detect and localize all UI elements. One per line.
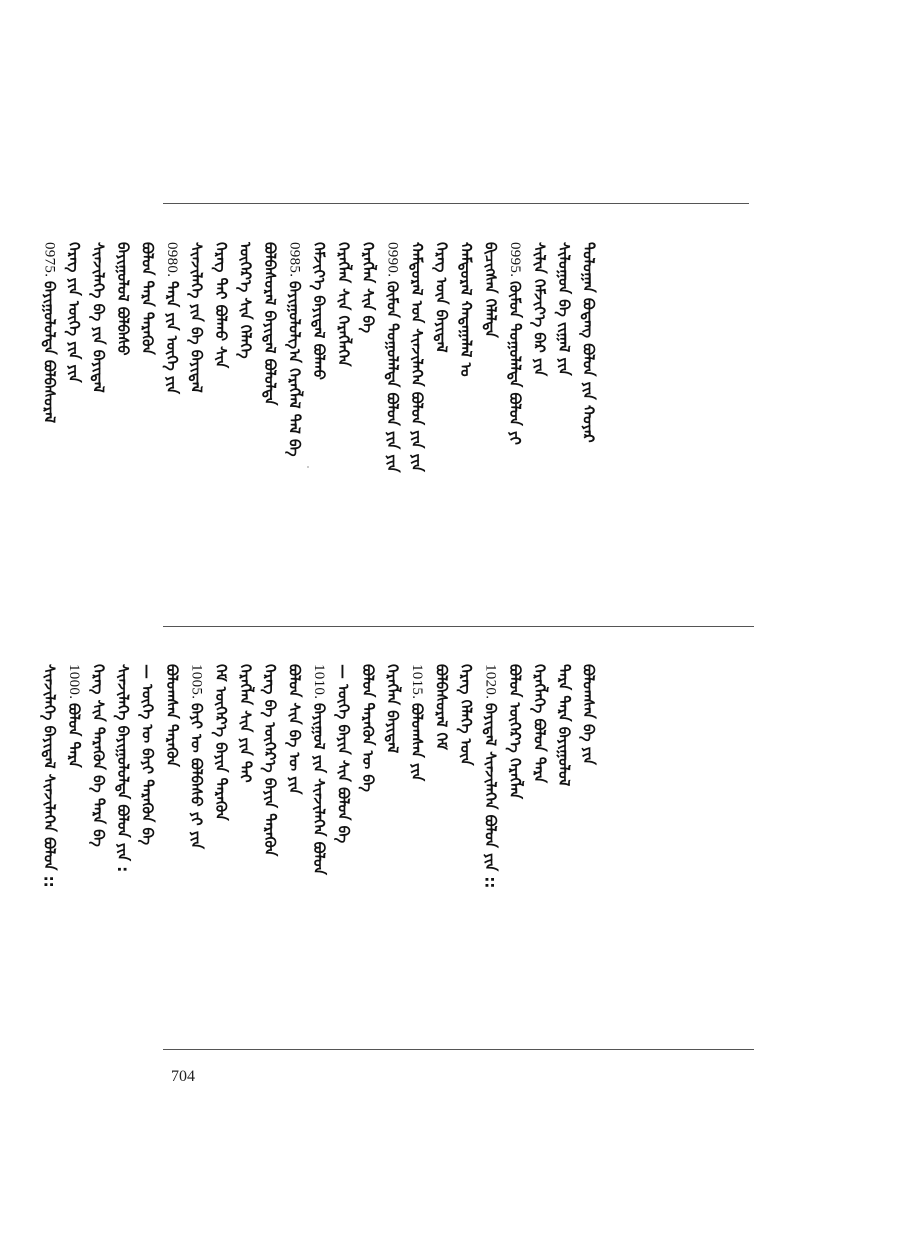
verse-line: [162, 664, 187, 994]
line-text: ᠪᠠᠶᠢᠭᠤᠯᠤᠯᠲᠠ ᠪᠣᠯᠪᠠᠰᠤᠷᠠᠯ: [40, 281, 59, 424]
middle-divider: [163, 626, 754, 627]
line-text: ᠪᠣᠯᠤᠭᠰᠠᠨ ᠪᠠ ᠶᠢᠨ: [579, 664, 598, 765]
verse-line: [187, 242, 212, 602]
verse-block-upper: [40, 242, 603, 602]
verse-line: [285, 664, 310, 994]
line-text: ᠪᠣᠯᠤᠨ ᠦᠭᠡᠷ᠎ᠡ ᠬᠡᠷᠡᠭᠯᠡᠨ: [506, 664, 524, 800]
line-text: ᠬᠡᠷᠡᠭ ᠬᠡᠯᠡᠭᠡ ᠦᠨ: [457, 664, 475, 766]
line-number: 0980.: [164, 242, 180, 278]
line-text: ᠪᠣᠯᠤᠭᠰᠠᠨ ᠶᠢᠨ: [408, 703, 426, 782]
line-text: ᠰᠢᠯᠤᠭᠤᠨ ᠪᠠ ᠵᠢᠭᠠᠯ ᠶᠢᠨ: [555, 242, 573, 376]
line-text: — ᠦᠭᠡ ᠪᠠᠶᠢᠨ ᠰᠢᠨ ᠪᠣᠯᠤᠨ ᠪᠠ: [334, 664, 353, 844]
page-number: 704: [171, 1068, 195, 1085]
verse-line: [64, 664, 89, 994]
line-text: ᠪᠠᠶᠢᠳᠠᠯ ᠰᠢᠨᠵᠢᠯᠡᠭᠡᠨ ᠪᠣᠯᠤᠨ ᠶᠢᠨ ::: [481, 703, 500, 889]
line-text: ᠰᠢᠨᠵᠢᠯᠡᠭᠡ ᠶᠢᠨ ᠪᠠ ᠪᠠᠶᠢᠳᠠᠯ: [187, 242, 206, 393]
verse-line: [481, 664, 506, 994]
line-text: ᠪᠣᠯᠪᠠᠰᠤᠷᠠᠯ ᠬᠡᠮ: [432, 664, 451, 750]
verse-line: [285, 242, 310, 602]
line-text: ᠲᠡᠷᠡ ᠲᠡᠷᠡ ᠪᠠᠶᠢᠭᠤᠯᠤᠯ: [555, 664, 573, 787]
verse-line: [505, 242, 530, 602]
verse-line: [187, 664, 212, 994]
line-text: ᠦᠭᠡᠷ᠎ᠡ ᠰᠢᠨ ᠬᠡᠯᠡᠭᠡ: [236, 242, 255, 359]
line-text: ᠪᠣᠯᠪᠠᠰᠤᠷᠠᠯ ᠪᠠᠶᠢᠳᠠᠯ ᠪᠣᠯᠤᠯᠲᠠ: [261, 242, 279, 406]
line-text: ᠲᠡᠷᠡ ᠶᠢᠨ ᠦᠭᠡ ᠶᠢᠨ: [163, 281, 181, 395]
line-text: ᠪᠣᠯᠤᠭᠰᠠᠨ ᠲᠡᠷᠡᠭᠦᠨ: [163, 664, 181, 767]
verse-line: [358, 242, 383, 602]
line-number: 0990.: [384, 242, 401, 278]
bottom-divider: [163, 1049, 754, 1050]
line-text: ᠬᠠᠮᠲᠤᠷᠠᠯ ᠤᠨ ᠰᠢᠨᠵᠢᠯᠡᠭᠡᠨ ᠪᠣᠯᠤᠨ ᠶᠢᠨ ᠶᠢᠨ: [408, 242, 426, 472]
line-text: ᠪᠣᠯᠤᠨ ᠲᠡᠷᠡ ᠲᠡᠷᠡᠭᠦᠨ: [138, 242, 157, 355]
line-number: 0995.: [507, 242, 523, 278]
verse-line: [236, 664, 261, 994]
verse-line: [162, 242, 187, 602]
line-text: ᠬᠡᠷᠡᠭ ᠰᠢᠨ ᠲᠡᠷᠡᠭᠦᠨ ᠪᠠ ᠲᠡᠷᠡ ᠪᠠ: [89, 664, 108, 847]
verse-line: [40, 664, 65, 994]
verse-line: [530, 664, 555, 994]
line-text: ᠬᠡᠷᠡᠭᠯᠡᠨ ᠰᠢᠨ ᠶᠢᠨ ᠲᠠᠢ: [236, 664, 255, 783]
verse-line: [309, 242, 334, 602]
verse-line: [481, 242, 506, 602]
verse-line: [89, 242, 114, 602]
verse-line: [554, 242, 579, 602]
line-text: ᠰᠢᠨᠵᠢᠯᠡᠭᠡ ᠪᠠᠶᠢᠭᠤᠯᠤᠯᠲᠠ ᠪᠣᠯᠤᠨ ᠶᠢᠨ :: [114, 664, 132, 873]
line-text: ᠪᠢᠴᠢᠭᠰᠡᠨ ᠬᠡᠯᠡᠯᠲᠡ: [481, 242, 500, 338]
line-number: 1005.: [188, 664, 205, 700]
line-text: ᠬᠡᠷᠡᠭᠯᠡᠨ ᠰᠢᠨ ᠬᠡᠷᠡᠭᠯᠡᠭᠡᠨ: [334, 242, 353, 367]
line-text: ᠰᠢᠨᠵᠢᠯᠡᠭᠡ ᠪᠠᠶᠢᠳᠠᠯ ᠰᠢᠨᠵᠢᠯᠡᠭᠡᠨ ᠪᠣᠯᠤᠨ ::: [40, 664, 59, 888]
line-number: 1010.: [311, 664, 327, 700]
verse-block-lower: [40, 664, 603, 994]
line-text: ᠬᠡᠮ ᠦᠭᠡᠷ᠎ᠡ ᠪᠠᠶᠢᠨ ᠲᠡᠷᠡᠭᠦᠨ: [212, 664, 230, 821]
verse-line: [113, 664, 138, 994]
line-text: ᠪᠣᠯᠤᠨ ᠰᠢᠨ ᠪᠠ ᠦ ᠶᠢᠨ: [285, 664, 304, 795]
verse-line: [456, 242, 481, 602]
verse-line: [530, 242, 555, 602]
line-number: 0975.: [41, 242, 58, 278]
verse-line: [64, 242, 89, 602]
verse-line: [211, 242, 236, 602]
verse-line: [211, 664, 236, 994]
verse-line: [456, 664, 481, 994]
line-text: ᠰᠢᠨᠵᠢᠯᠡᠭᠡ ᠪᠠ ᠶᠢᠨ ᠪᠠᠶᠢᠳᠠᠯ: [89, 242, 108, 393]
top-divider: [163, 203, 749, 204]
line-number: 1015.: [409, 664, 425, 700]
verse-line: [260, 242, 285, 602]
line-text: ᠪᠠᠶᠢ ᠦ ᠪᠣᠯᠪᠠᠰᠤ ᠶᠢ ᠶᠢᠨ: [187, 703, 206, 850]
line-text: — ᠦᠭᠡ ᠦ ᠪᠠᠶᠢ ᠲᠡᠷᠡᠭᠦᠨ ᠪᠠ: [138, 664, 157, 846]
line-text: ᠬᠦᠮᠦᠨ ᠲᠣᠭᠣᠯᠠᠯᠲᠠ ᠪᠣᠯᠤᠨ ᠶᠢᠨ ᠶᠢᠨ: [383, 281, 402, 473]
verse-line: [334, 242, 359, 602]
line-text: ᠬᠡᠮᠵᠢᠶ᠎ᠡ ᠪᠠᠶᠢᠳᠠᠯ ᠪᠣᠯᠬᠤ: [310, 242, 328, 380]
verse-line: [432, 242, 457, 602]
scan-speck: [307, 466, 309, 468]
verse-line: [309, 664, 334, 994]
verse-line: [138, 242, 163, 602]
verse-line: [407, 664, 432, 994]
verse-line: [383, 242, 408, 602]
verse-line: [89, 664, 114, 994]
line-text: ᠬᠠᠮᠲᠤᠷᠠᠯ ᠬᠠᠳᠠᠭᠠᠯᠠᠯ ᠤ: [457, 242, 475, 377]
verse-line: [383, 664, 408, 994]
line-text: ᠪᠠᠶᠢᠭᠤᠯᠤᠯᠭ᠎ᠠ ᠬᠡᠷᠡᠭᠯᠡᠯ ᠲᠠᠯ ᠪᠡ: [285, 281, 304, 457]
verse-line: [40, 242, 65, 602]
line-number: 1000.: [66, 664, 82, 700]
verse-line: [579, 664, 604, 994]
verse-line: [334, 664, 359, 994]
line-text: ᠬᠡᠷᠡᠭ ᠶᠢᠨ ᠦᠭᠡ ᠶᠢᠨ ᠶᠢᠨ: [65, 242, 83, 383]
line-text: ᠪᠣᠯᠤᠨ ᠲᠡᠷᠡᠭᠦᠨ ᠦ ᠪᠠ: [359, 664, 377, 792]
line-text: ᠬᠡᠷᠡᠭᠯᠡᠨ ᠰᠢᠨ ᠪᠠ: [359, 242, 377, 334]
line-text: ᠪᠠᠶᠢᠭᠤᠯ ᠶᠢᠨ ᠰᠢᠨᠵᠢᠯᠡᠭᠡᠨ ᠪᠣᠯᠤᠨ: [310, 703, 328, 876]
line-text: ᠬᠡᠷᠡᠭᠯᠡᠨ ᠪᠠᠶᠢᠳᠠᠯ: [383, 664, 402, 754]
line-text: ᠬᠦᠮᠦᠨ ᠲᠣᠭᠣᠯᠠᠯᠲᠠ ᠪᠣᠯᠤᠨ ᠶᠢ: [506, 281, 524, 446]
verse-line: [236, 242, 261, 602]
line-text: ᠬᠡᠷᠡᠭ ᠪᠠ ᠦᠭᠡᠷ᠎ᠡ ᠪᠠᠶᠢᠨ ᠲᠡᠷᠡᠭᠦᠨ: [261, 664, 279, 857]
verse-line: [505, 664, 530, 994]
verse-line: [138, 664, 163, 994]
line-text: ᠬᠡᠷᠡᠭ ᠦᠨ ᠪᠠᠶᠢᠳᠠᠯ: [432, 242, 451, 353]
line-text: ᠪᠠᠶᠢᠭᠤᠯᠤᠯ ᠪᠣᠯᠪᠠᠰᠤ: [114, 242, 132, 356]
line-text: ᠬᠡᠷᠡᠭ ᠲᠠᠢ ᠪᠣᠯᠬᠤ ᠰᠢᠨ: [212, 242, 230, 369]
verse-line: [407, 242, 432, 602]
verse-line: [579, 242, 604, 602]
verse-line: [113, 242, 138, 602]
verse-line: [554, 664, 579, 994]
line-text: ᠰᠢᠯᠢᠨ ᠬᠡᠮᠵᠢᠶ᠎ᠡ ᠪᠠᠷ ᠶᠢᠨ: [530, 242, 549, 377]
line-number: 0985.: [286, 242, 303, 278]
verse-line: [432, 664, 457, 994]
line-text: ᠬᠡᠷᠡᠭᠯᠡᠭᠡ ᠪᠣᠯᠤᠨ ᠲᠡᠷᠡ: [530, 664, 549, 784]
line-text: ᠪᠣᠯᠤᠨ ᠲᠡᠷᠡ: [65, 703, 83, 768]
line-text: ᠳᠣᠯᠣᠭᠠᠨ ᠪᠣᠳᠠᠩ ᠪᠣᠯᠤᠨ ᠶᠢᠨ ᠬᠣᠶᠠᠷ: [579, 242, 598, 443]
line-number: 1020.: [482, 664, 499, 700]
verse-line: [358, 664, 383, 994]
verse-line: [260, 664, 285, 994]
